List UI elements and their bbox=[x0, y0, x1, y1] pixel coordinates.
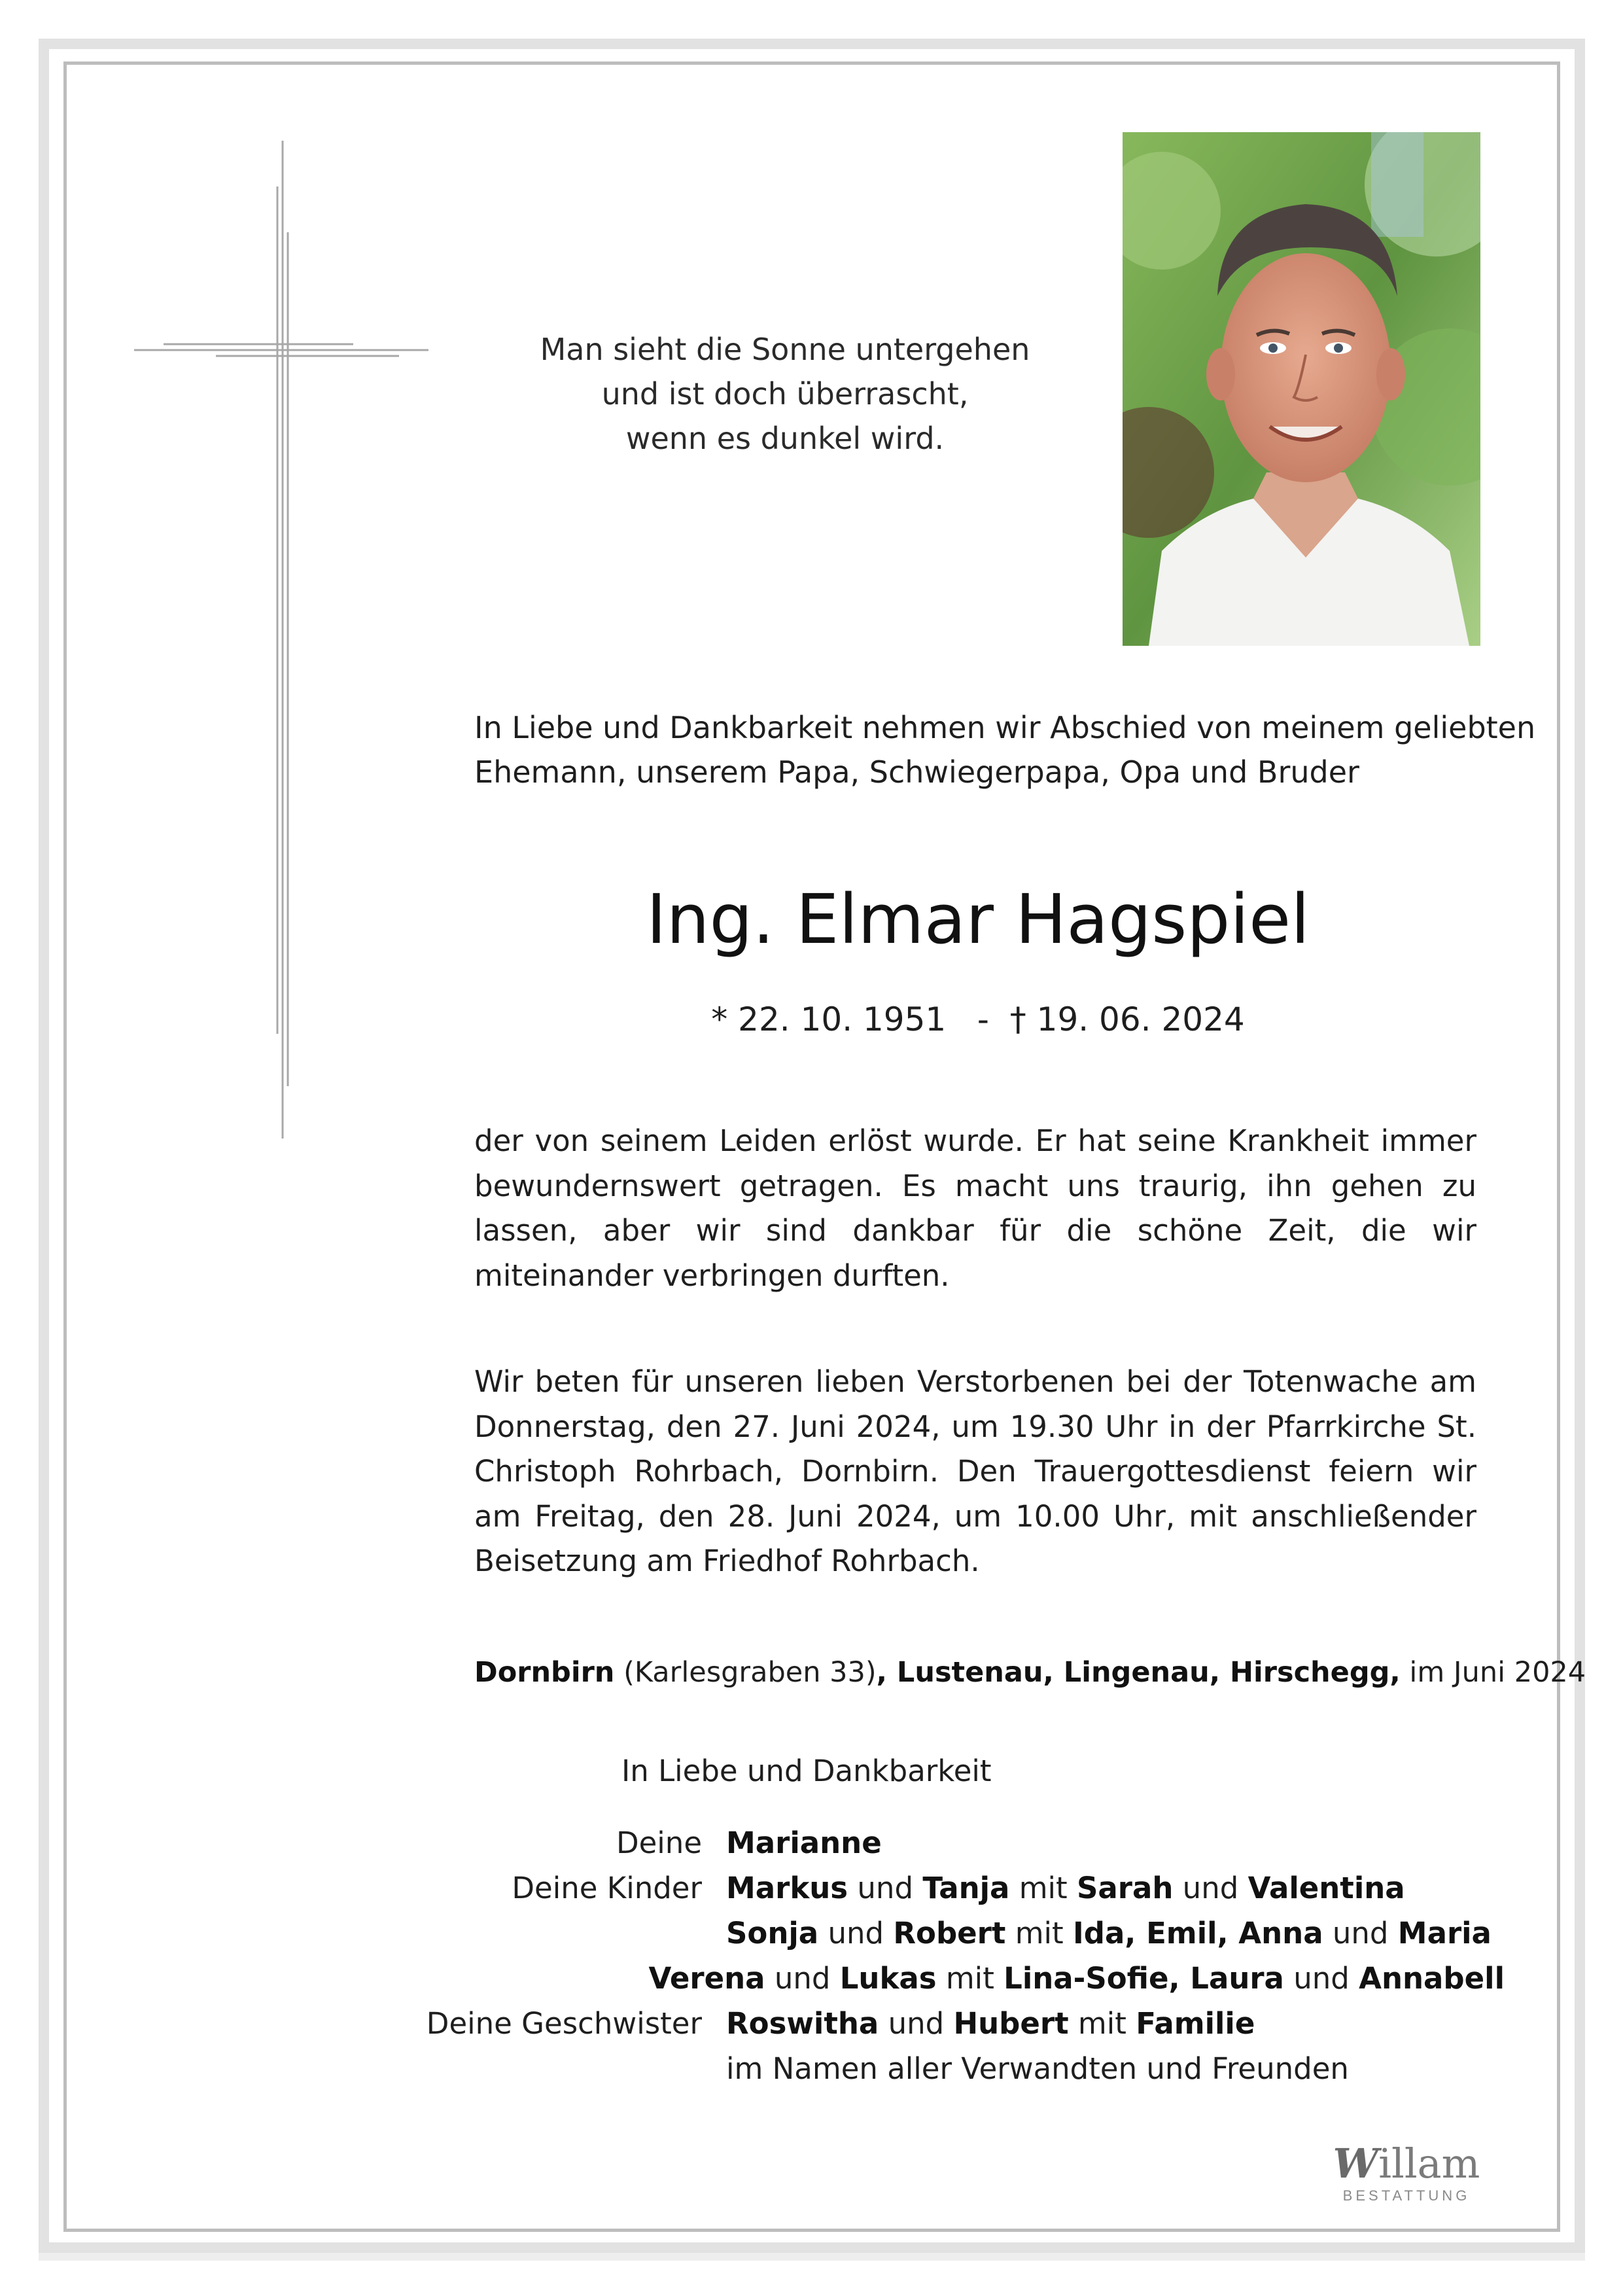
mourner-names bbox=[726, 1911, 1492, 1956]
life-dates: * 22. 10. 1951 - † 19. 06. 2024 bbox=[711, 1000, 1245, 1038]
connector: und bbox=[1323, 1916, 1398, 1951]
thanks-line: In Liebe und Dankbarkeit bbox=[621, 1754, 992, 1788]
mourner-name: Maria bbox=[1397, 1916, 1492, 1951]
connector: und bbox=[879, 2006, 954, 2041]
mourner-name: Sonja bbox=[726, 1916, 819, 1951]
mourner-row bbox=[393, 1956, 1505, 2001]
mourner-name: Lina-Sofie, Laura bbox=[1003, 1961, 1284, 1996]
connector: mit bbox=[1009, 1871, 1077, 1905]
quote-line: Man sieht die Sonne untergehen bbox=[540, 332, 1030, 367]
intro-line: Ehemann, unserem Papa, Schwiegerpapa, Opa und Bruder bbox=[474, 754, 1359, 790]
intro-text bbox=[474, 705, 1536, 794]
paragraph-service: Wir beten für unseren lieben Verstorbenen bei der Totenwache am Donnerstag, den 27. Juni 2024, um 19.30 Uhr in der Pfarrkirche St. Christoph Rohrbach, Dornbirn. Den Trauergottesdienst feiern wir am Freitag, den 28. Juni 2024, um 10.00 Uhr, mit anschließender Beisetzung am Friedhof Rohrbach. bbox=[474, 1364, 1476, 1578]
mourner-closing: im Namen aller Verwandten und Freunden bbox=[726, 2051, 1349, 2086]
mourner-names bbox=[726, 2001, 1255, 2046]
quote bbox=[458, 327, 1112, 461]
mourner-row bbox=[393, 2046, 1505, 2091]
connector: mit bbox=[1068, 2006, 1136, 2041]
mourner-name: Markus bbox=[726, 1871, 848, 1905]
mourner-names bbox=[649, 1956, 1505, 2001]
mourner-label bbox=[393, 1956, 649, 2001]
deceased-name: Ing. Elmar Hagspiel bbox=[646, 879, 1310, 959]
mourner-name: Familie bbox=[1136, 2006, 1255, 2041]
mourners-list bbox=[393, 1820, 1505, 2091]
cross-icon bbox=[131, 137, 432, 1145]
logo-subtitle: BESTATTUNG bbox=[1342, 2187, 1471, 2204]
mourner-row bbox=[393, 1911, 1505, 1956]
logo-wordmark bbox=[1328, 2141, 1485, 2187]
mourner-name: Marianne bbox=[726, 1826, 882, 1860]
connector: mit bbox=[1005, 1916, 1073, 1951]
mourner-name: Hubert bbox=[953, 2006, 1069, 2041]
mourner-name: Verena bbox=[648, 1961, 765, 1996]
mourner-label: Deine Kinder bbox=[512, 1871, 702, 1905]
mourner-name: Lukas bbox=[839, 1961, 937, 1996]
quote-line: wenn es dunkel wird. bbox=[625, 421, 945, 456]
place-address: (Karlesgraben 33) bbox=[614, 1656, 877, 1689]
mourner-name: Annabell bbox=[1359, 1961, 1505, 1996]
connector: und bbox=[818, 1916, 894, 1951]
mourner-name: Valentina bbox=[1248, 1871, 1405, 1905]
place-city: Dornbirn bbox=[474, 1656, 615, 1689]
mourner-label bbox=[393, 2046, 726, 2091]
mourner-names bbox=[726, 1865, 1405, 1911]
mourner-label: Deine bbox=[616, 1826, 702, 1860]
mourner-name: Robert bbox=[893, 1916, 1006, 1951]
place-others: , Lustenau, Lingenau, Hirschegg, bbox=[876, 1656, 1401, 1689]
mourner-name: Ida, Emil, Anna bbox=[1072, 1916, 1323, 1951]
mourner-names bbox=[726, 1820, 882, 1865]
logo-rest: illam bbox=[1378, 2140, 1480, 2187]
mourner-row bbox=[393, 1820, 1505, 1865]
funeral-home-logo bbox=[1328, 2141, 1485, 2205]
connector: und bbox=[1173, 1871, 1248, 1905]
paragraph-passing: der von seinem Leiden erlöst wurde. Er hat seine Krankheit immer bewundernswert getragen. Es macht uns traurig, ihn gehen zu lassen, aber wir sind dankbar für die schöne Zeit, die wir miteinander verbringen durften. bbox=[474, 1123, 1476, 1293]
mourner-label bbox=[393, 1911, 726, 1956]
places-line bbox=[474, 1650, 1586, 1695]
mourner-name: Roswitha bbox=[726, 2006, 879, 2041]
place-date: im Juni 2024 bbox=[1400, 1656, 1586, 1689]
mourner-name: Tanja bbox=[922, 1871, 1010, 1905]
page-shadow bbox=[39, 2253, 1585, 2261]
mourner-row bbox=[393, 1865, 1505, 1911]
mourner-label: Deine Geschwister bbox=[426, 2006, 702, 2041]
logo-initial: W bbox=[1333, 2140, 1379, 2187]
portrait-photo bbox=[1123, 132, 1480, 646]
connector: und bbox=[1283, 1961, 1359, 1996]
mourner-row bbox=[393, 2001, 1505, 2046]
quote-line: und ist doch überrascht, bbox=[601, 376, 969, 412]
connector: und bbox=[848, 1871, 923, 1905]
intro-line: In Liebe und Dankbarkeit nehmen wir Abschied von meinem geliebten bbox=[474, 710, 1536, 745]
mourner-name: Sarah bbox=[1077, 1871, 1174, 1905]
connector: mit bbox=[936, 1961, 1004, 1996]
connector: und bbox=[765, 1961, 840, 1996]
